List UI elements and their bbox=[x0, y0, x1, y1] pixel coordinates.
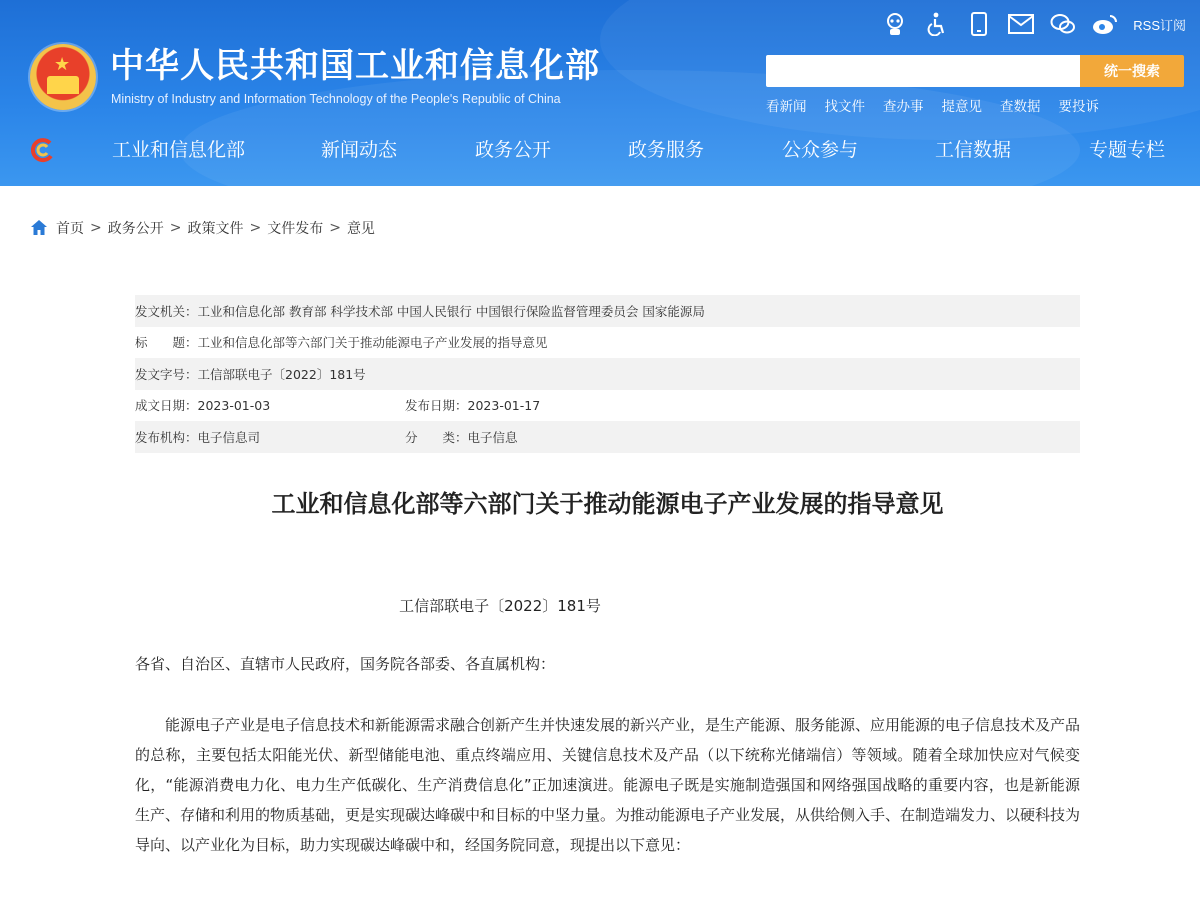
meta-created-value: 2023-01-03 bbox=[197, 398, 271, 414]
weibo-icon[interactable] bbox=[1091, 10, 1119, 38]
rss-subscribe-link[interactable]: RSS订阅 bbox=[1133, 17, 1186, 33]
quick-links bbox=[766, 95, 1099, 115]
breadcrumb-separator: > bbox=[169, 220, 182, 236]
robot-icon[interactable] bbox=[881, 10, 909, 38]
meta-doc-number-value: 工信部联电子〔2022〕181号 bbox=[197, 366, 366, 382]
nav-item-services[interactable]: 政务服务 bbox=[628, 139, 705, 161]
meta-row-title bbox=[135, 327, 1080, 359]
quick-link-data[interactable]: 查数据 bbox=[1000, 99, 1041, 115]
meta-published-date bbox=[405, 396, 540, 414]
breadcrumb bbox=[30, 217, 375, 239]
site-search bbox=[766, 55, 1184, 87]
meta-category-value: 电子信息 bbox=[467, 429, 518, 445]
meta-label: 分 类： bbox=[405, 429, 468, 445]
meta-issuer-value: 工业和信息化部 教育部 科学技术部 中国人民银行 中国银行保险监督管理委员会 国家能源局 bbox=[197, 303, 705, 319]
meta-row-org bbox=[135, 421, 1080, 453]
meta-label: 发文机关： bbox=[135, 303, 198, 319]
accessibility-icon[interactable] bbox=[923, 10, 951, 38]
article-doc-number: 工信部联电子〔2022〕181号 bbox=[399, 597, 601, 615]
article-paragraph: 能源电子产业是电子信息技术和新能源需求融合创新产生并快速发展的新兴产业，是生产能源、服务能源、应用能源的电子信息技术及产品的总称，主要包括太阳能光伏、新型储能电池、重点终端应用、关键信息技术及产品（以下统称光储端信）等领域。随着全球加快应对气候变化，“能源消费电力化、电力生产低碳化、生产消费信息化”正加速演进。能源电子既是实施制造强国和网络强国战略的重要内容，也是新能源生产、存储和利用的物质基础，更是实现碳达峰碳中和目标的中坚力量。为推动能源电子产业发展，从供给侧入手、在制造端发力、以硬科技为导向、以产业化为目标，助力实现碳达峰碳中和，经国务院同意，现提出以下意见： bbox=[135, 716, 1081, 854]
breadcrumb-separator: > bbox=[90, 220, 102, 236]
miit-logo-icon[interactable] bbox=[30, 137, 56, 163]
breadcrumb-policy-documents[interactable]: 政策文件 bbox=[187, 221, 244, 237]
article-title: 工业和信息化部等六部门关于推动能源电子产业发展的指导意见 bbox=[271, 490, 944, 518]
meta-org bbox=[135, 428, 405, 446]
nav-item-ministry[interactable]: 工业和信息化部 bbox=[112, 139, 246, 161]
breadcrumb-opinions[interactable]: 意见 bbox=[346, 221, 375, 237]
meta-row-dates bbox=[135, 390, 1080, 422]
document-meta-table bbox=[135, 295, 1080, 453]
nav-item-data[interactable]: 工信数据 bbox=[935, 139, 1012, 161]
national-emblem-logo[interactable]: ★ bbox=[30, 44, 96, 110]
breadcrumb-separator: > bbox=[249, 220, 262, 236]
quick-link-feedback[interactable]: 提意见 bbox=[941, 99, 982, 115]
breadcrumb-separator: > bbox=[329, 220, 341, 236]
wechat-icon[interactable] bbox=[1049, 10, 1077, 38]
nav-item-news[interactable]: 新闻动态 bbox=[321, 139, 398, 161]
main-nav bbox=[0, 128, 1200, 172]
meta-label: 发布日期： bbox=[405, 398, 468, 414]
site-subtitle: Ministry of Industry and Information Technology of the People's Republic of China bbox=[111, 92, 561, 106]
meta-org-value: 电子信息司 bbox=[197, 429, 261, 445]
quick-link-documents[interactable]: 找文件 bbox=[824, 99, 865, 115]
breadcrumb-home[interactable]: 首页 bbox=[56, 221, 84, 237]
quick-link-complaint[interactable]: 要投诉 bbox=[1058, 99, 1099, 115]
unified-search-button[interactable]: 统一搜索 bbox=[1080, 55, 1184, 87]
mobile-icon[interactable] bbox=[965, 10, 993, 38]
quick-link-news[interactable]: 看新闻 bbox=[766, 99, 807, 115]
nav-item-public-participation[interactable]: 公众参与 bbox=[782, 139, 859, 161]
nav-item-government-affairs[interactable]: 政务公开 bbox=[475, 139, 552, 161]
quick-link-services[interactable]: 查办事 bbox=[883, 99, 924, 115]
meta-row-issuer bbox=[135, 295, 1080, 327]
breadcrumb-document-release[interactable]: 文件发布 bbox=[267, 221, 324, 237]
header-toolbar bbox=[881, 8, 1186, 40]
site-title[interactable]: 中华人民共和国工业和信息化部 bbox=[110, 46, 600, 86]
meta-created-date bbox=[135, 396, 405, 414]
site-header bbox=[0, 0, 1200, 186]
mail-icon[interactable] bbox=[1007, 10, 1035, 38]
meta-row-doc-number bbox=[135, 358, 1080, 390]
meta-label: 发布机构： bbox=[135, 429, 198, 445]
meta-label: 标 题： bbox=[135, 335, 198, 351]
meta-published-value: 2023-01-17 bbox=[467, 398, 541, 414]
meta-title-value: 工业和信息化部等六部门关于推动能源电子产业发展的指导意见 bbox=[197, 335, 548, 351]
meta-label: 发文字号： bbox=[135, 366, 198, 382]
breadcrumb-government-affairs[interactable]: 政务公开 bbox=[107, 221, 164, 237]
nav-item-special-topics[interactable]: 专题专栏 bbox=[1089, 139, 1166, 161]
meta-label: 成文日期： bbox=[135, 398, 198, 414]
meta-category bbox=[405, 428, 518, 446]
home-icon[interactable] bbox=[30, 219, 48, 237]
article-salutation: 各省、自治区、直辖市人民政府，国务院各部委、各直属机构： bbox=[135, 655, 556, 673]
search-input[interactable] bbox=[766, 55, 1080, 87]
